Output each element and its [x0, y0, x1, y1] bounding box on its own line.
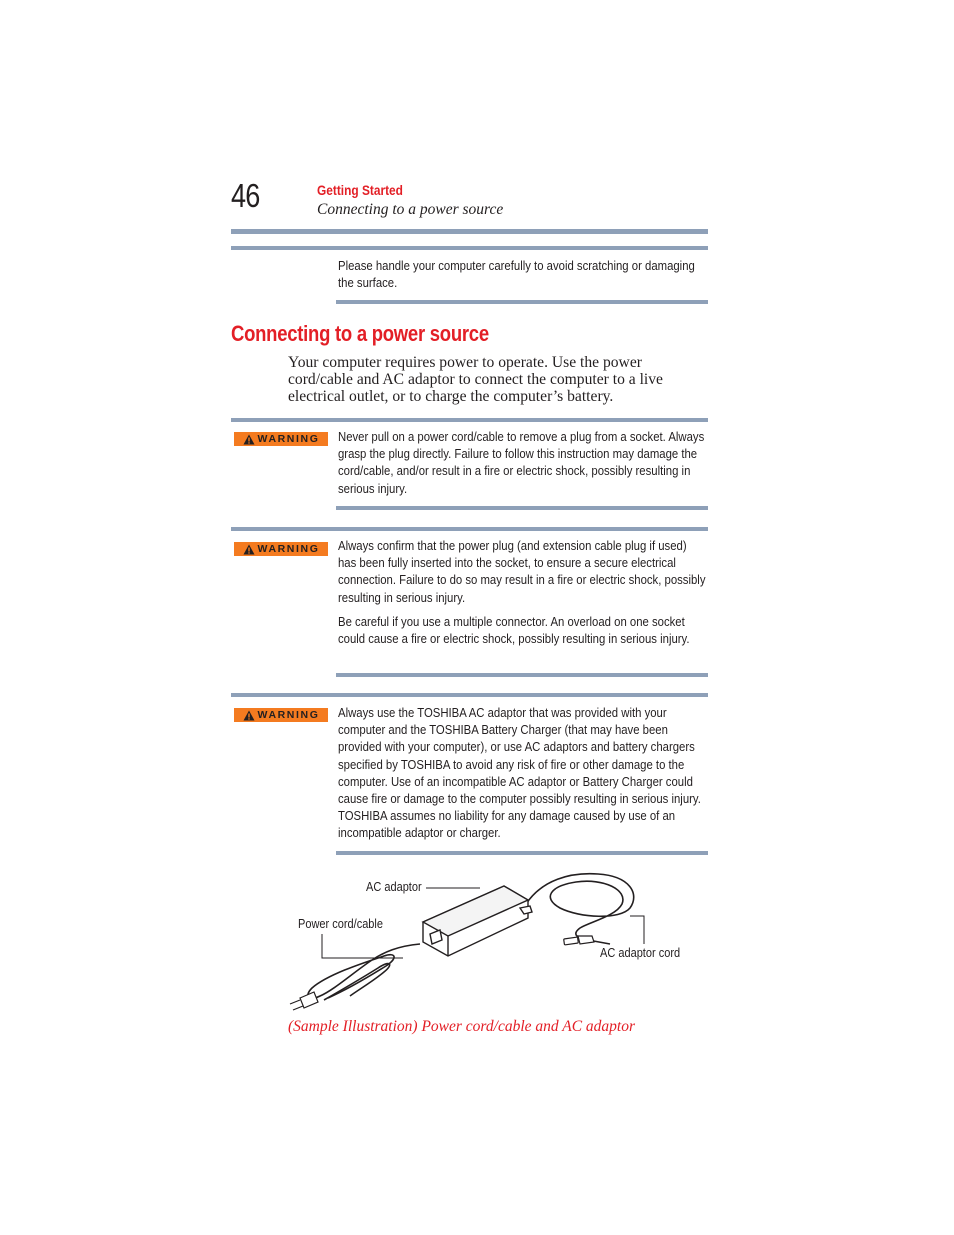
label-ac-adaptor-cord: AC adaptor cord: [600, 946, 681, 960]
note-bottom-rule: [336, 300, 708, 304]
warning-badge: [234, 432, 328, 446]
warning-1-top-rule: [231, 418, 708, 422]
label-ac-adaptor: AC adaptor: [366, 880, 422, 894]
power-adaptor-illustration: [280, 860, 700, 1020]
warning-3-top-rule: [231, 693, 708, 697]
warning-triangle-icon: [243, 434, 255, 445]
page-number: 46: [231, 177, 260, 214]
warning-badge-label: WARNING: [257, 433, 320, 445]
note-text: Please handle your computer carefully to avoid scratching or damaging the surface.: [338, 258, 695, 291]
warning-badge: [234, 708, 328, 722]
warning-2-paragraph-2: Be careful if you use a multiple connector. An overload on one socket could cause a fire or electric shock, possibly resulting in serious injury.: [338, 613, 690, 647]
warning-1-bottom-rule: [336, 506, 708, 510]
warning-3-bottom-rule: [336, 851, 708, 855]
warning-2-bottom-rule: [336, 673, 708, 677]
section-heading: Connecting to a power source: [231, 321, 489, 346]
warning-triangle-icon: [243, 544, 255, 555]
intro-paragraph: Your computer requires power to operate. Use the power cord/cable and AC adaptor to connect the computer to a live electrical outlet, or to charge the computer’s battery.: [288, 354, 663, 406]
warning-2-text: [338, 537, 708, 647]
warning-3-paragraph-1: Always use the TOSHIBA AC adaptor that was provided with your computer and the TOSHIBA Battery Charger (that may have been provided with your computer), or use AC adaptors and battery chargers specified by TOSHIBA to avoid any risk of fire or other damage to the computer. Use of an incompatible AC adaptor or Battery Charger could cause fire or damage to the computer possibly resulting in serious injury. TOSHIBA assumes no liability for any damage caused by use of an incompatible adaptor or charger.: [338, 705, 701, 841]
header-rule: [231, 229, 708, 234]
warning-badge: [234, 542, 328, 556]
running-section-title: Connecting to a power source: [317, 201, 504, 218]
warning-2-paragraph-1: Always confirm that the power plug (and extension cable plug if used) has been fully inserted into the socket, to ensure a secure electrical connection. Failure to do so may result in a fire or electric shock, possibly resulting in serious injury.: [338, 538, 706, 605]
warning-1-text: [338, 428, 708, 497]
warning-3-text: [338, 704, 708, 842]
warning-2-top-rule: [231, 527, 708, 531]
figure-caption: (Sample Illustration) Power cord/cable and AC adaptor: [288, 1018, 636, 1035]
warning-badge-label: WARNING: [257, 543, 320, 555]
warning-triangle-icon: [243, 710, 255, 721]
note-top-rule: [231, 246, 708, 250]
warning-1-paragraph-1: Never pull on a power cord/cable to remove a plug from a socket. Always grasp the plug directly. Failure to follow this instruction may damage the cord/cable, and/or result in a fire or electric shock, possibly resulting in serious injury.: [338, 429, 705, 496]
warning-badge-label: WARNING: [257, 709, 320, 721]
label-power-cord: Power cord/cable: [298, 917, 383, 931]
chapter-title: Getting Started: [317, 182, 403, 198]
